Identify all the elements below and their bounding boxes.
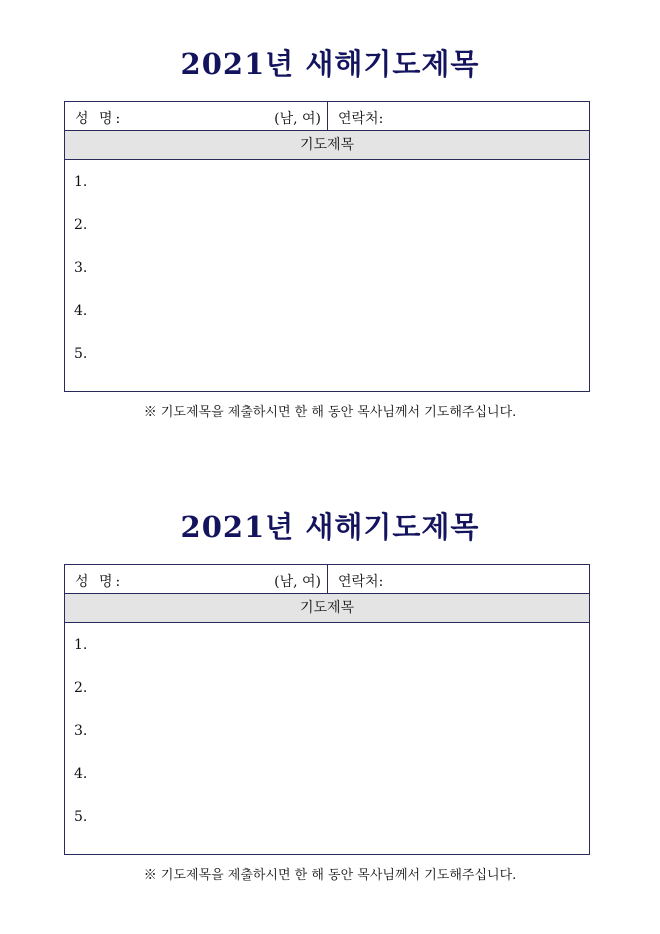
prayer-item-5: 5. (74, 809, 88, 825)
prayer-item-2: 2. (74, 217, 88, 233)
gender-label: (남, 여) (274, 111, 321, 127)
contact-label: 연락처: (338, 574, 384, 590)
prayer-items[interactable] (65, 623, 589, 855)
name-cell[interactable] (65, 102, 328, 130)
prayer-item-2: 2. (74, 680, 88, 696)
prayer-item-1: 1. (74, 174, 88, 190)
prayer-item-4: 4. (74, 766, 88, 782)
section-header: 기도제목 (65, 131, 589, 160)
notice-text: ※ 기도제목을 제출하시면 한 해 동안 목사님께서 기도해주십니다. (143, 405, 517, 420)
name-cell[interactable] (65, 565, 328, 593)
form-title: 2021년 새해기도제목 (180, 510, 480, 544)
form-card (64, 101, 590, 392)
info-row (65, 565, 589, 594)
form-card (64, 564, 590, 855)
prayer-item-1: 1. (74, 637, 88, 653)
prayer-item-4: 4. (74, 303, 88, 319)
notice-text: ※ 기도제목을 제출하시면 한 해 동안 목사님께서 기도해주십니다. (143, 868, 517, 883)
section-header: 기도제목 (65, 594, 589, 623)
name-label: 성 명: (75, 574, 124, 590)
gender-label: (남, 여) (274, 574, 321, 590)
name-label: 성 명: (75, 111, 124, 127)
contact-label: 연락처: (338, 111, 384, 127)
prayer-item-3: 3. (74, 260, 88, 276)
form-title: 2021년 새해기도제목 (180, 47, 480, 81)
prayer-items[interactable] (65, 160, 589, 392)
prayer-item-5: 5. (74, 346, 88, 362)
info-row (65, 102, 589, 131)
prayer-item-3: 3. (74, 723, 88, 739)
